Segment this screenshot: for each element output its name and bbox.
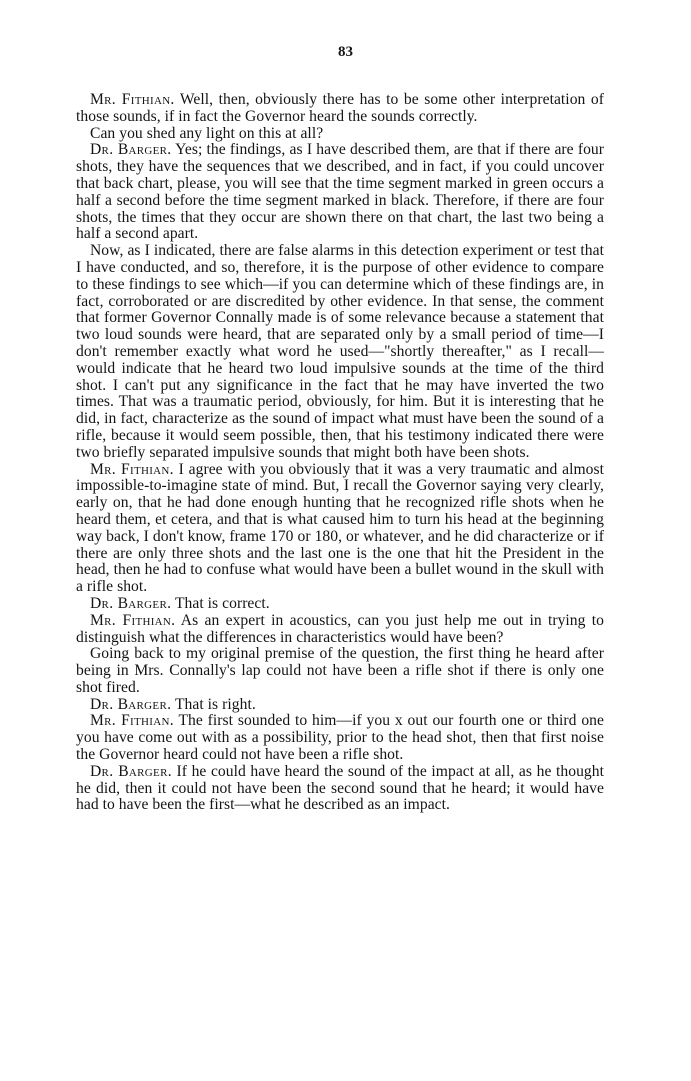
- speaker-name: Mr. Fithian.: [90, 611, 176, 629]
- speaker-name: Dr. Barger.: [90, 695, 172, 713]
- paragraph: [76, 697, 604, 714]
- speaker-name: Mr. Fithian.: [90, 712, 174, 730]
- page-number: 83: [338, 44, 353, 60]
- paragraph-text: As an expert in acoustics, can you just help me out in trying to distinguish what the differences in characteristics would have been?: [76, 611, 605, 646]
- paragraph: [76, 613, 604, 647]
- paragraph: [76, 92, 604, 126]
- speaker-name: Dr. Barger.: [90, 762, 172, 780]
- paragraph-text: The first sounded to him—if you x out our fourth one or third one you have come out with as a possibility, prior to the head shot, then that first noise the Governor heard could not have been a rifle shot.: [76, 712, 605, 764]
- paragraph: [76, 596, 604, 613]
- speaker-name: Mr. Fithian.: [90, 460, 174, 478]
- paragraph-text: That is right.: [174, 695, 256, 713]
- paragraph-text: Now, as I indicated, there are false alarms in this detection experiment or test that I have conducted, and so, therefore, it is the purpose of other evidence to compare to these findings to see which—if you can determine which of these findings are, in fact, corroborated or are discredited by other evidence. In that sense, the comment that former Governor Connally made is of some relevance because a statement that two loud sounds were heard, that are separated only by a small period of time—I don't remember exactly what word he used—"shortly thereafter," as I recall—would indicate that he heard two loud impulsive sounds at the time of the third shot. I can't put any significance in the fact that he may have inverted the two times. That was a traumatic period, obviously, for him. But it is interesting that he did, in fact, characterize as the sound of impact what must have been the sound of a rifle, because it would seem possible, then, that his testimony indicated there were two briefly separated impulsive sounds that might both have been shots.: [76, 242, 604, 461]
- transcript-body: [76, 92, 604, 814]
- paragraph-text: Going back to my original premise of the question, the first thing he heard after being in Mrs. Connally's lap could not have been a rifle shot if there is only one shot fired.: [76, 645, 604, 696]
- paragraph-text: Yes; the findings, as I have described them, are that if there are four shots, they have the sequences that we described, and in fact, if you could uncover that back chart, please, you will see that the time segment marked in green occurs a half a second before the time segment marked in black. Therefore, if there are four shots, the times that they occur are shown there on that chart, the last two being a half a second apart.: [76, 141, 604, 243]
- paragraph: [76, 126, 604, 143]
- speaker-name: Mr. Fithian.: [90, 91, 175, 108]
- paragraph-text: Well, then, obviously there has to be some other interpretation of those sounds, if in fact the Governor heard the sounds correctly.: [76, 91, 605, 125]
- paragraph: [76, 764, 604, 814]
- paragraph-text: If he could have heard the sound of the impact at all, as he thought he did, then it could not have been the second sound that he heard; it would have had to have been the first—what he described as an impact.: [76, 762, 604, 814]
- paragraph: [76, 243, 604, 461]
- speaker-name: Dr. Barger.: [90, 594, 172, 612]
- paragraph: [76, 462, 604, 596]
- paragraph-text: That is correct.: [174, 594, 270, 612]
- paragraph: [76, 142, 604, 243]
- paragraph-text: Can you shed any light on this at all?: [90, 124, 324, 142]
- paragraph-text: I agree with you obviously that it was a very traumatic and almost impossible-to-imagine state of mind. But, I recall the Governor saying very clearly, early on, that he had done enough hunting that he recognized rifle shots when he heard them, et cetera, and that is what caused him to turn his head at the beginning way back, I don't know, frame 170 or 180, or whatever, and he did characterize or if there are only three shots and the last one is the one that hit the President in the head, then he had to confuse what would have been a bullet wound in the skull with a rifle shot.: [76, 460, 605, 596]
- speaker-name: Dr. Barger.: [90, 141, 172, 159]
- paragraph: [76, 646, 604, 696]
- paragraph: [76, 713, 604, 763]
